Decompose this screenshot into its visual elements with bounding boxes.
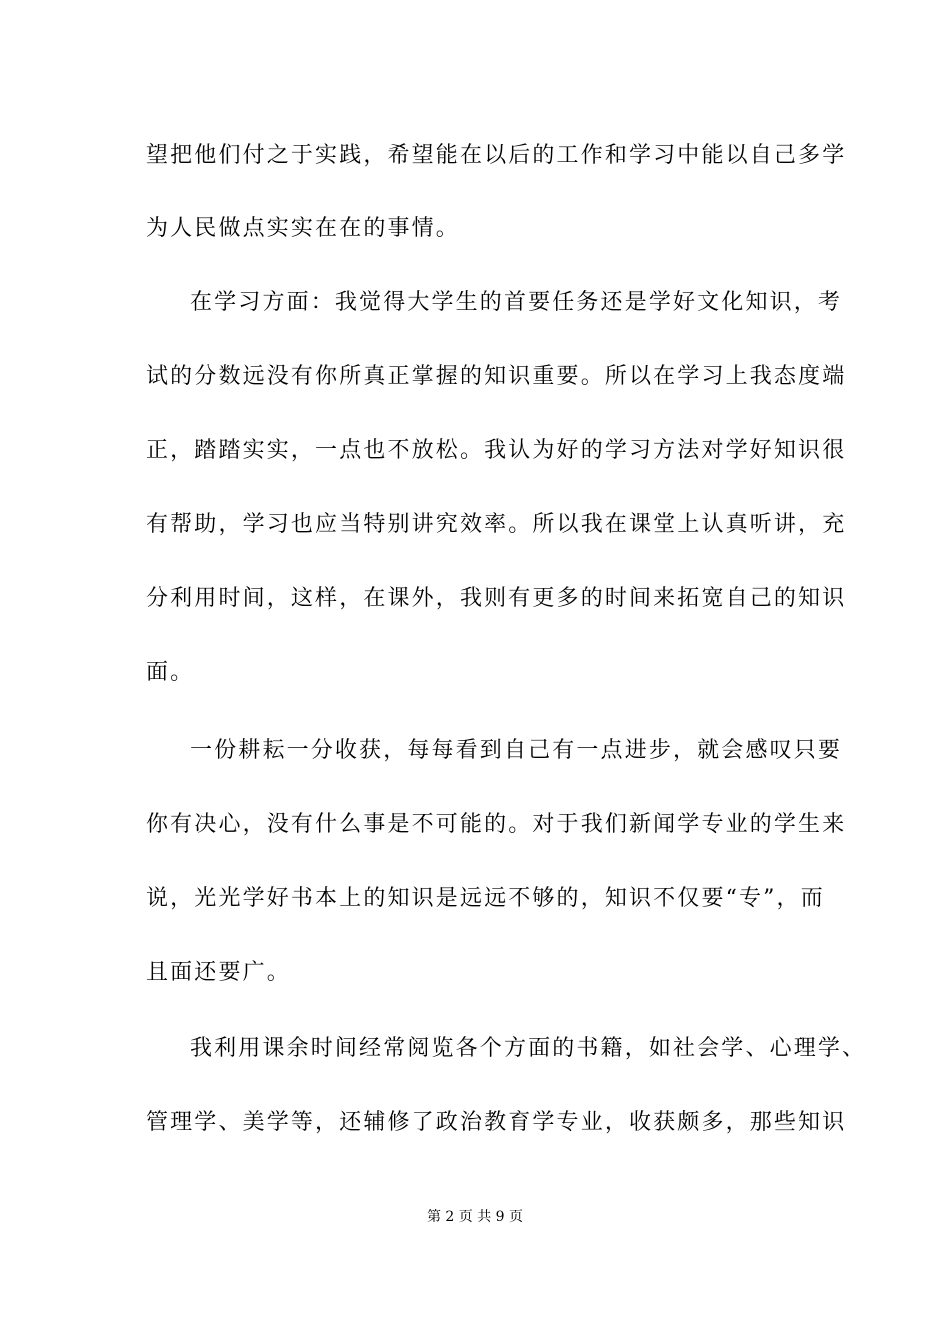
text-line: 望把他们付之于实践，希望能在以后的工作和学习中能以自己多学 [146,143,847,168]
paragraph-start-line: 在学习方面：我觉得大学生的首要任务还是学好文化知识，考 [190,290,843,315]
page-number-footer: 第 2 页 共 9 页 [426,1209,524,1225]
text-line: 管理学、美学等，还辅修了政治教育学专业，收获颇多，那些知识 [146,1110,847,1135]
text-line: 分利用时间，这样，在课外，我则有更多的时间来拓宽自己的知识 [146,586,847,611]
text-line: 试的分数远没有你所真正掌握的知识重要。所以在学习上我态度端 [146,364,847,389]
text-line: 说，光光学好书本上的知识是远远不够的，知识不仅要“专”，而 [146,886,825,911]
paragraph-start-line: 我利用课余时间经常阅览各个方面的书籍，如社会学、心理学、 [190,1036,867,1061]
text-line: 面。 [146,660,195,685]
text-line: 为人民做点实实在在的事情。 [146,216,460,241]
paragraph-start-line: 一份耕耘一分收获，每每看到自己有一点进步，就会感叹只要 [190,738,843,763]
text-line: 正，踏踏实实，一点也不放松。我认为好的学习方法对学好知识很 [146,438,847,463]
text-line: 你有决心，没有什么事是不可能的。对于我们新闻学专业的学生来 [146,812,847,837]
text-line: 且面还要广。 [146,960,291,985]
text-line: 有帮助，学习也应当特别讲究效率。所以我在课堂上认真听讲，充 [146,512,847,537]
